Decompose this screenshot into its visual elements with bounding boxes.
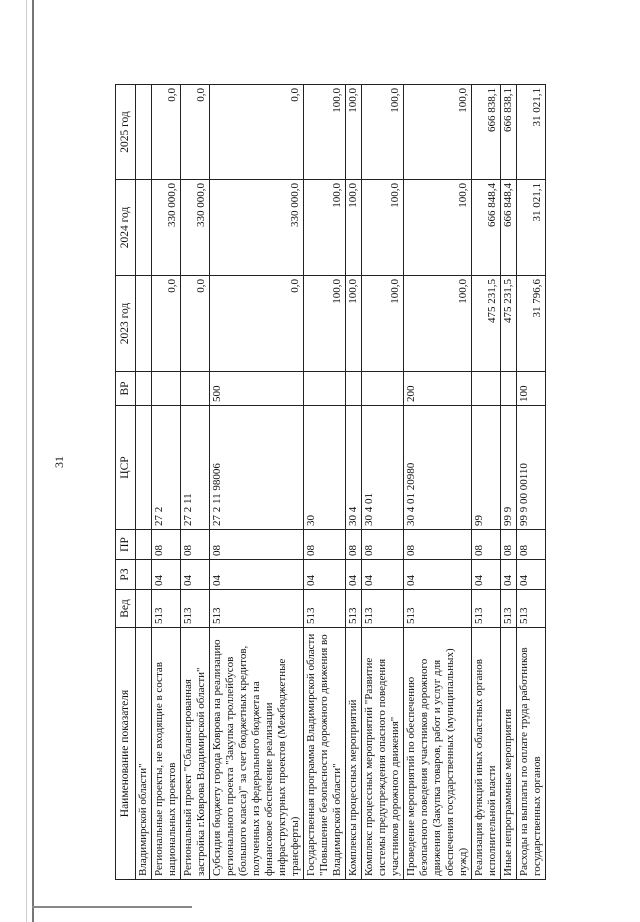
cell-vr (362, 372, 404, 406)
cell-pr: 08 (152, 530, 181, 560)
cell-2025: 666 838,1 (501, 85, 517, 180)
cell-2023: 100,0 (346, 276, 362, 372)
cell-2024 (136, 180, 152, 276)
cell-2025: 100,0 (304, 85, 346, 180)
table-row (362, 85, 404, 880)
cell-2024: 31 021,1 (517, 180, 546, 276)
cell-name: Субсидия бюджету города Коврова на реализацию регионального проекта "Закупка троллейбусов (большого класса)" за счет бюджетных кредитов, полученных из федерального бюджета на финансовое обеспечение реализации инфраструктурных проектов (Межбюджетные трансферты) (210, 628, 304, 880)
cell-2023: 100,0 (304, 276, 346, 372)
cell-ved: 513 (346, 590, 362, 628)
budget-table-container (115, 85, 546, 880)
cell-2024: 100,0 (346, 180, 362, 276)
cell-name: Владимирской области" (136, 628, 152, 880)
table-row (346, 85, 362, 880)
cell-rz: 04 (501, 560, 517, 590)
cell-ved: 513 (210, 590, 304, 628)
cell-vr (346, 372, 362, 406)
binding-edge (26, 0, 27, 922)
cell-2025: 100,0 (362, 85, 404, 180)
header-rz: РЗ (116, 560, 136, 590)
cell-csr: 30 4 (346, 406, 362, 530)
cell-2024: 100,0 (362, 180, 404, 276)
cell-rz: 04 (346, 560, 362, 590)
cell-vr: 500 (210, 372, 304, 406)
table-row (304, 85, 346, 880)
cell-ved: 513 (517, 590, 546, 628)
table-row (210, 85, 304, 880)
header-vr: ВР (116, 372, 136, 406)
cell-rz: 04 (362, 560, 404, 590)
cell-vr (472, 372, 501, 406)
cell-csr: 99 9 (501, 406, 517, 530)
cell-2025: 666 838,1 (472, 85, 501, 180)
header-name: Наименование показателя (116, 628, 136, 880)
cell-name: Проведение мероприятий по обеспечению безопасного поведения участников дорожного движения (Закупка товаров, работ и услуг для обеспечения государственных (муниципальных) нужд) (404, 628, 472, 880)
cell-pr: 08 (304, 530, 346, 560)
cell-pr: 08 (501, 530, 517, 560)
cell-vr: 100 (517, 372, 546, 406)
cell-name: Комплексы процессных мероприятий (346, 628, 362, 880)
cell-pr: 08 (404, 530, 472, 560)
table-row (501, 85, 517, 880)
cell-pr (136, 530, 152, 560)
table-row (404, 85, 472, 880)
cell-name: Региональный проект "Сбалансированная застройка г.Коврова Владимирской области" (181, 628, 210, 880)
cell-2023 (136, 276, 152, 372)
cell-rz (136, 560, 152, 590)
cell-2025: 31 021,1 (517, 85, 546, 180)
cell-csr: 30 (304, 406, 346, 530)
cell-2023: 31 796,6 (517, 276, 546, 372)
cell-name: Комплекс процессных мероприятий "Развитие системы предупреждения опасного поведения участников дорожного движения" (362, 628, 404, 880)
cell-2024: 100,0 (304, 180, 346, 276)
header-2025: 2025 год (116, 85, 136, 180)
cell-2025: 100,0 (346, 85, 362, 180)
table-row (136, 85, 152, 880)
cell-pr: 08 (210, 530, 304, 560)
cell-pr: 08 (472, 530, 501, 560)
cell-2023: 0,0 (210, 276, 304, 372)
cell-ved: 513 (304, 590, 346, 628)
cell-2023: 100,0 (404, 276, 472, 372)
cell-name: Иные непрограммные мероприятия (501, 628, 517, 880)
cell-name: Региональные проекты, не входящие в состав национальных проектов (152, 628, 181, 880)
cell-rz: 04 (210, 560, 304, 590)
cell-vr (304, 372, 346, 406)
table-row (152, 85, 181, 880)
cell-csr: 30 4 01 20980 (404, 406, 472, 530)
cell-2024: 330 000,0 (181, 180, 210, 276)
cell-ved (136, 590, 152, 628)
table-header-row (116, 85, 136, 880)
cell-ved: 513 (362, 590, 404, 628)
cell-name: Расходы на выплаты по оплате труда работников государственных органов (517, 628, 546, 880)
cell-2025: 0,0 (181, 85, 210, 180)
cell-vr (181, 372, 210, 406)
header-pr: ПР (116, 530, 136, 560)
header-2023: 2023 год (116, 276, 136, 372)
header-2024: 2024 год (116, 180, 136, 276)
cell-2023: 475 231,5 (472, 276, 501, 372)
cell-name: Реализация функций иных областных органов исполнительной власти (472, 628, 501, 880)
cell-pr: 08 (517, 530, 546, 560)
cell-csr: 27 2 11 (181, 406, 210, 530)
header-csr: ЦСР (116, 406, 136, 530)
cell-rz: 04 (304, 560, 346, 590)
cell-vr: 200 (404, 372, 472, 406)
scan-edge-mark (32, 906, 192, 908)
table-row (472, 85, 501, 880)
cell-csr (136, 406, 152, 530)
table-row (181, 85, 210, 880)
cell-2023: 100,0 (362, 276, 404, 372)
cell-2024: 666 848,4 (472, 180, 501, 276)
cell-pr: 08 (346, 530, 362, 560)
cell-ved: 513 (472, 590, 501, 628)
budget-table (115, 84, 546, 880)
cell-2025: 0,0 (210, 85, 304, 180)
cell-csr: 99 9 00 00110 (517, 406, 546, 530)
cell-vr (152, 372, 181, 406)
cell-csr: 99 (472, 406, 501, 530)
cell-rz: 04 (404, 560, 472, 590)
cell-pr: 08 (362, 530, 404, 560)
cell-name: Государственная программа Владимирской области "Повышение безопасности дорожного движения во Владимирской области" (304, 628, 346, 880)
cell-2023: 0,0 (181, 276, 210, 372)
cell-2023: 475 231,5 (501, 276, 517, 372)
cell-vr (136, 372, 152, 406)
cell-csr: 27 2 (152, 406, 181, 530)
binding-edge-dark (32, 0, 34, 922)
cell-pr: 08 (181, 530, 210, 560)
cell-ved: 513 (501, 590, 517, 628)
cell-rz: 04 (152, 560, 181, 590)
cell-2024: 666 848,4 (501, 180, 517, 276)
header-ved: Вед (116, 590, 136, 628)
cell-2023: 0,0 (152, 276, 181, 372)
cell-2025: 100,0 (404, 85, 472, 180)
cell-vr (501, 372, 517, 406)
page-number: 31 (52, 456, 66, 468)
table-row (517, 85, 546, 880)
cell-rz: 04 (517, 560, 546, 590)
cell-ved: 513 (152, 590, 181, 628)
cell-2025: 0,0 (152, 85, 181, 180)
cell-rz: 04 (181, 560, 210, 590)
cell-ved: 513 (404, 590, 472, 628)
cell-2025 (136, 85, 152, 180)
cell-csr: 27 2 11 98006 (210, 406, 304, 530)
cell-rz: 04 (472, 560, 501, 590)
cell-ved: 513 (181, 590, 210, 628)
cell-csr: 30 4 01 (362, 406, 404, 530)
cell-2024: 330 000,0 (210, 180, 304, 276)
cell-2024: 100,0 (404, 180, 472, 276)
cell-2024: 330 000,0 (152, 180, 181, 276)
